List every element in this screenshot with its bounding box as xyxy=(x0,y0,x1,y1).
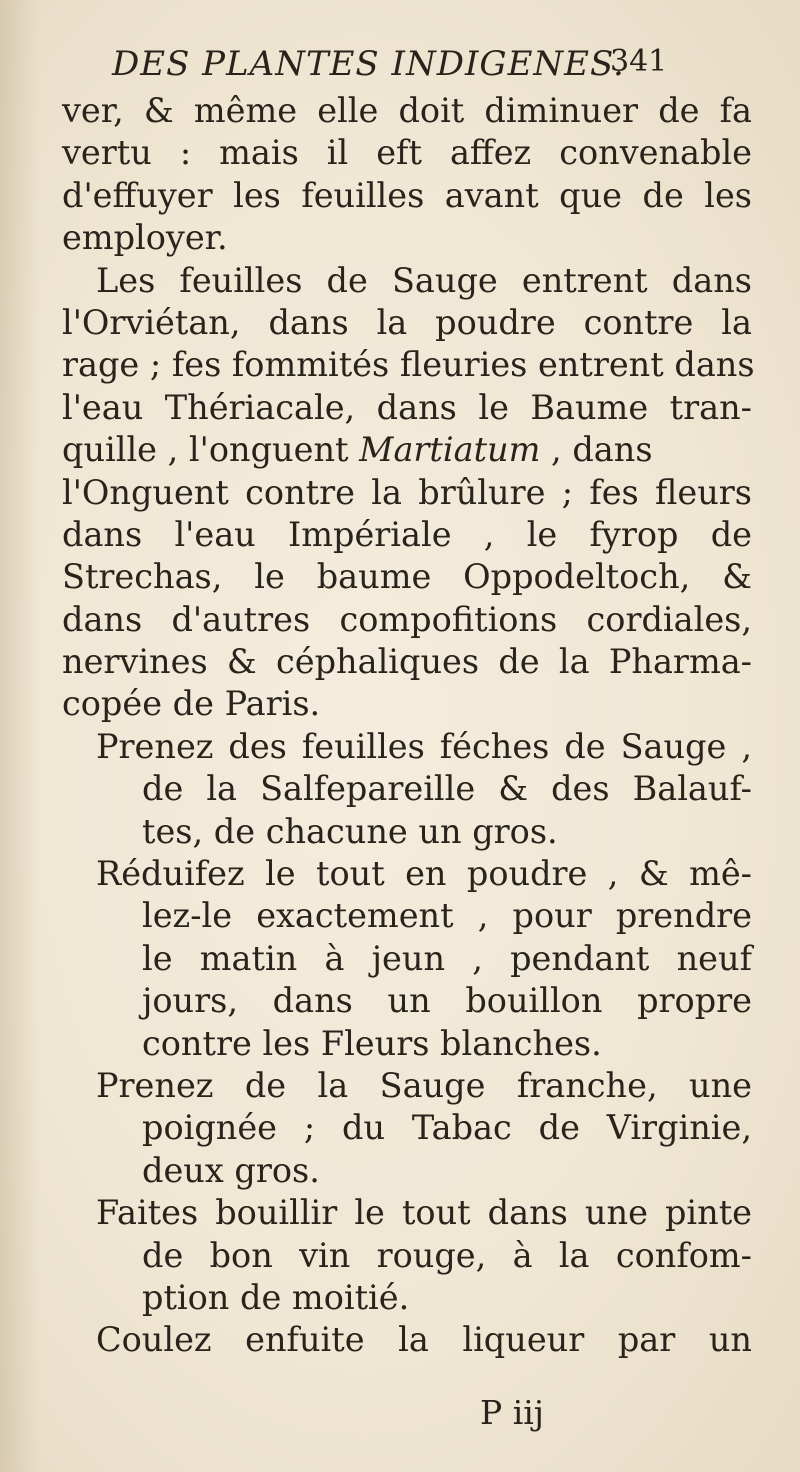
text-line: rage ; fes fommités fleuries entrent dans xyxy=(62,345,755,385)
recipe-line: poignée ; du Tabac de Virginie, xyxy=(142,1108,752,1148)
page-number: 341 xyxy=(610,44,668,79)
running-title: DES PLANTES INDIGENES. xyxy=(112,44,625,84)
recipe-line: deux gros. xyxy=(142,1150,320,1190)
recipe-line: ption de moitié. xyxy=(142,1277,410,1317)
italic-term: Martiatum xyxy=(359,430,541,470)
text-line: copée de Paris. xyxy=(62,684,321,724)
text-segment: , dans xyxy=(540,430,653,470)
recipe-line: de bon vin rouge, à la confom- xyxy=(142,1235,752,1275)
text-line: l'eau Thériacale, dans le Baume tran- xyxy=(62,387,752,427)
recipe-line: Coulez enfuite la liqueur par un xyxy=(96,1320,752,1360)
text-line: employer. xyxy=(62,218,228,258)
recipe-line: contre les Fleurs blanches. xyxy=(142,1023,602,1063)
recipe-line: le matin à jeun , pendant neuf xyxy=(142,938,752,978)
text-line: dans d'autres compofitions cordiales, xyxy=(62,599,752,639)
recipe-line: Prenez des feuilles féches de Sauge , xyxy=(96,726,752,766)
recipe-line: Faites bouillir le tout dans une pinte xyxy=(96,1193,752,1233)
text-line: d'effuyer les feuilles avant que de les xyxy=(62,175,752,215)
text-line: l'Onguent contre la brûlure ; fes fleurs xyxy=(62,472,752,512)
signature-mark: P iij xyxy=(480,1393,545,1432)
text-line: nervines & céphaliques de la Pharma- xyxy=(62,642,752,682)
text-line: Strechas, le baume Oppodeltoch, & xyxy=(62,557,752,597)
text-line: ver, & même elle doit diminuer de fa xyxy=(62,91,752,130)
text-segment: quille , l'onguent xyxy=(62,430,360,470)
recipe-line: Réduifez le tout en poudre , & mê- xyxy=(96,854,752,894)
paragraph-start-line: Les feuilles de Sauge entrent dans xyxy=(96,260,752,300)
body-text xyxy=(62,90,755,1362)
recipe-line: de la Salfepareille & des Balauf- xyxy=(142,769,752,809)
recipe-line: jours, dans un bouillon propre xyxy=(142,981,752,1021)
text-line-with-italic xyxy=(62,429,752,471)
recipe-line: tes, de chacune un gros. xyxy=(142,811,558,851)
text-line: dans l'eau Impériale , le fyrop de xyxy=(62,514,752,554)
text-line: l'Orviétan, dans la poudre contre la xyxy=(62,302,752,342)
page-gutter-shadow xyxy=(0,0,40,1472)
recipe-line: lez-le exactement , pour prendre xyxy=(142,896,752,936)
recipe-line: Prenez de la Sauge franche, une xyxy=(96,1065,752,1105)
text-line: vertu : mais il eft affez convenable xyxy=(62,133,752,173)
